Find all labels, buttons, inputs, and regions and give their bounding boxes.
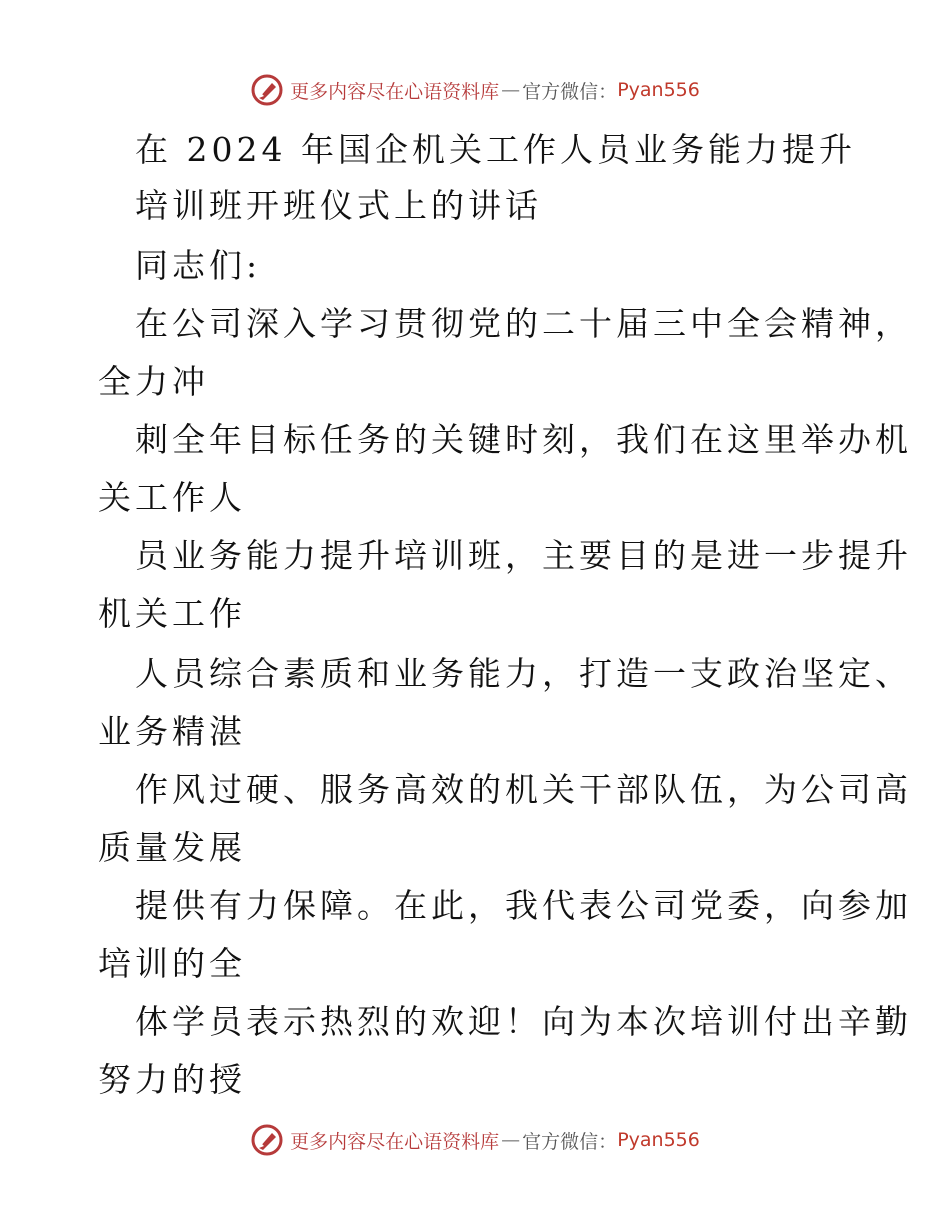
watermark-wechat-id: Pyan556 xyxy=(617,79,700,101)
watermark-label: 官方微信： xyxy=(522,1130,618,1153)
body-line: 员业务能力提升培训班，主要目的是进一步提升 xyxy=(135,536,912,575)
body-line: 机关工作 xyxy=(98,594,246,633)
body-line: 业务精湛 xyxy=(98,712,246,751)
body-line: 培训的全 xyxy=(98,944,246,983)
watermark-brand-text: 更多内容尽在心语资料库 xyxy=(290,1130,500,1153)
body-line: 体学员表示热烈的欢迎！向为本次培训付出辛勤 xyxy=(135,1002,912,1041)
body-line: 刺全年目标任务的关键时刻，我们在这里举办机 xyxy=(135,420,912,459)
document-title-line-1: 在 2024 年国企机关工作人员业务能力提升 xyxy=(135,130,856,169)
body-line: 努力的授 xyxy=(98,1060,246,1099)
watermark-separator: — xyxy=(501,79,521,101)
body-line: 关工作人 xyxy=(98,478,246,517)
body-line: 提供有力保障。在此，我代表公司党委，向参加 xyxy=(135,886,912,925)
watermark-label: 官方微信： xyxy=(522,80,618,103)
body-line: 全力冲 xyxy=(98,362,209,401)
pen-logo-icon xyxy=(250,1123,284,1157)
watermark-separator: — xyxy=(501,1129,521,1151)
body-line: 质量发展 xyxy=(98,828,246,867)
salutation: 同志们: xyxy=(135,246,262,285)
body-line: 在公司深入学习贯彻党的二十届三中全会精神， xyxy=(135,304,912,343)
body-line: 作风过硬、服务高效的机关干部队伍，为公司高 xyxy=(135,770,912,809)
document-title-line-2: 培训班开班仪式上的讲话 xyxy=(135,186,542,225)
watermark-brand-text: 更多内容尽在心语资料库 xyxy=(290,80,500,103)
footer-watermark xyxy=(0,1120,950,1160)
watermark-wechat-id: Pyan556 xyxy=(617,1129,700,1151)
body-line: 人员综合素质和业务能力，打造一支政治坚定、 xyxy=(135,654,912,693)
